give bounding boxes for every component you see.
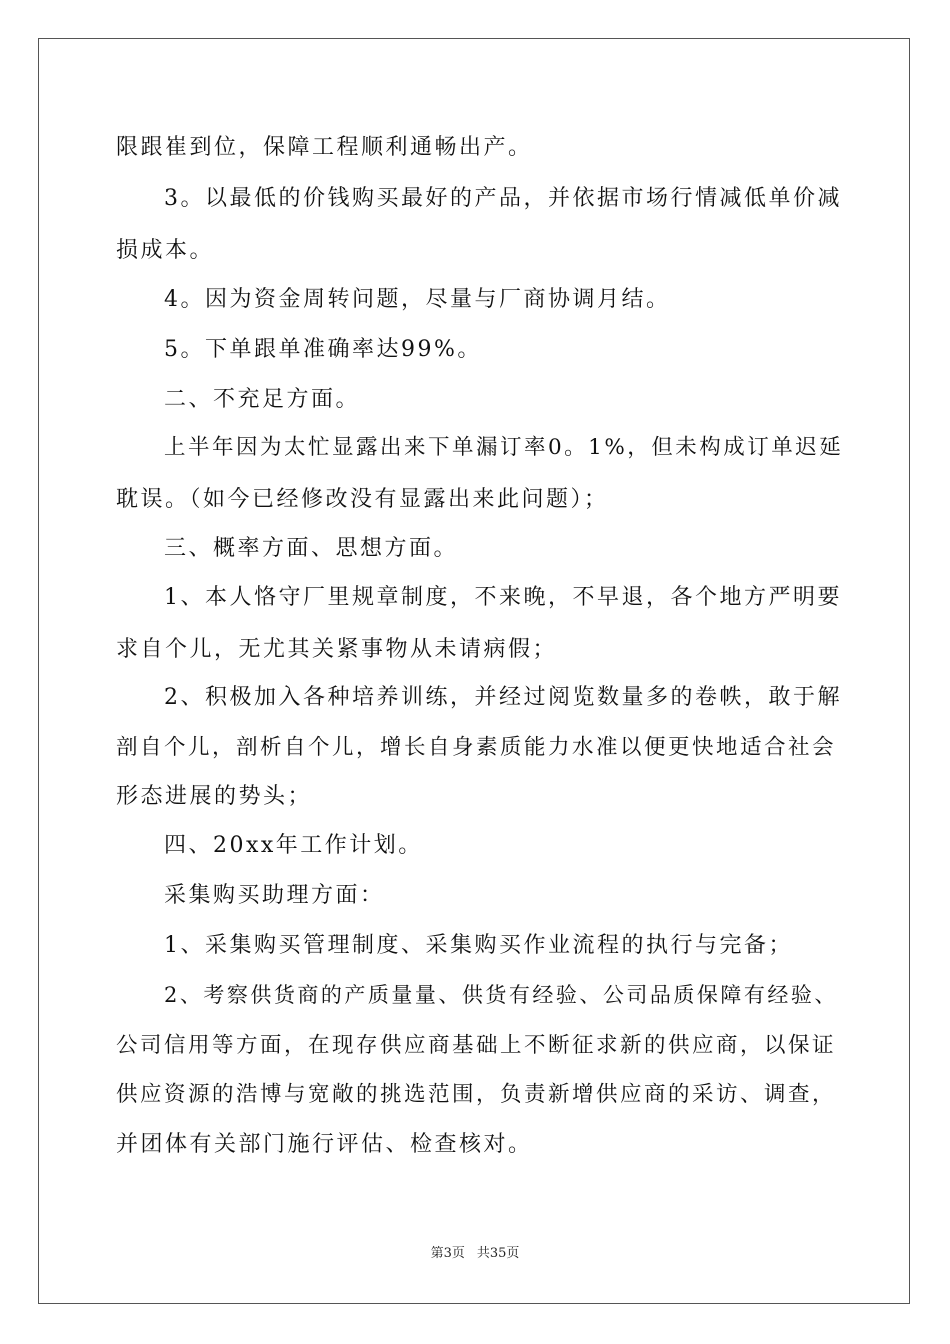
page-number: 第3页 — [430, 1246, 465, 1261]
paragraph-line: 1、采集购买管理制度、采集购买作业流程的执行与完备； — [164, 933, 793, 958]
paragraph-line: 剖自个儿，剖析自个儿，增长自身素质能力水准以便更快地适合社会 — [116, 735, 837, 760]
paragraph-line: 2、考察供货商的产质量量、供货有经验、公司品质保障有经验、 — [164, 983, 838, 1007]
paragraph-line: 形态进展的势头； — [116, 784, 313, 809]
paragraph-line: 求自个儿，无尤其关紧事物从未请病假； — [116, 637, 558, 662]
page-total: 共35页 — [476, 1246, 520, 1261]
paragraph-line: 上半年因为太忙显露出来下单漏订率0。1%，但未构成订单迟延 — [164, 435, 844, 460]
paragraph-line: 3。以最低的价钱购买最好的产品，并依据市场行情减低单价减 — [164, 186, 842, 211]
paragraph-line: 限跟崔到位，保障工程顺利通畅出产。 — [116, 135, 533, 160]
paragraph-line: 4。因为资金周转问题，尽量与厂商协调月结。 — [164, 287, 671, 312]
paragraph-line: 损成本。 — [116, 238, 215, 263]
paragraph-line: 供应资源的浩博与宽敞的挑选范围，负责新增供应商的采访、调查， — [116, 1082, 837, 1107]
paragraph-line: 公司信用等方面，在现存供应商基础上不断征求新的供应商，以保证 — [116, 1033, 837, 1058]
paragraph-line: 并团体有关部门施行评估、检查核对。 — [116, 1132, 533, 1157]
paragraph-line: 耽误。（如今已经修改没有显露出来此问题）； — [116, 487, 609, 512]
paragraph-line: 1、本人恪守厂里规章制度，不来晚，不早退，各个地方严明要 — [164, 585, 842, 610]
section-heading: 二、不充足方面。 — [164, 387, 361, 412]
section-heading: 四、20xx年工作计划。 — [164, 833, 423, 858]
section-heading: 三、概率方面、思想方面。 — [164, 536, 459, 561]
paragraph-line: 采集购买助理方面： — [164, 883, 385, 908]
page-footer — [0, 1244, 950, 1264]
paragraph-line: 2、积极加入各种培养训练，并经过阅览数量多的卷帙，敢于解 — [164, 685, 842, 710]
paragraph-line: 5。下单跟单准确率达99%。 — [164, 337, 482, 362]
